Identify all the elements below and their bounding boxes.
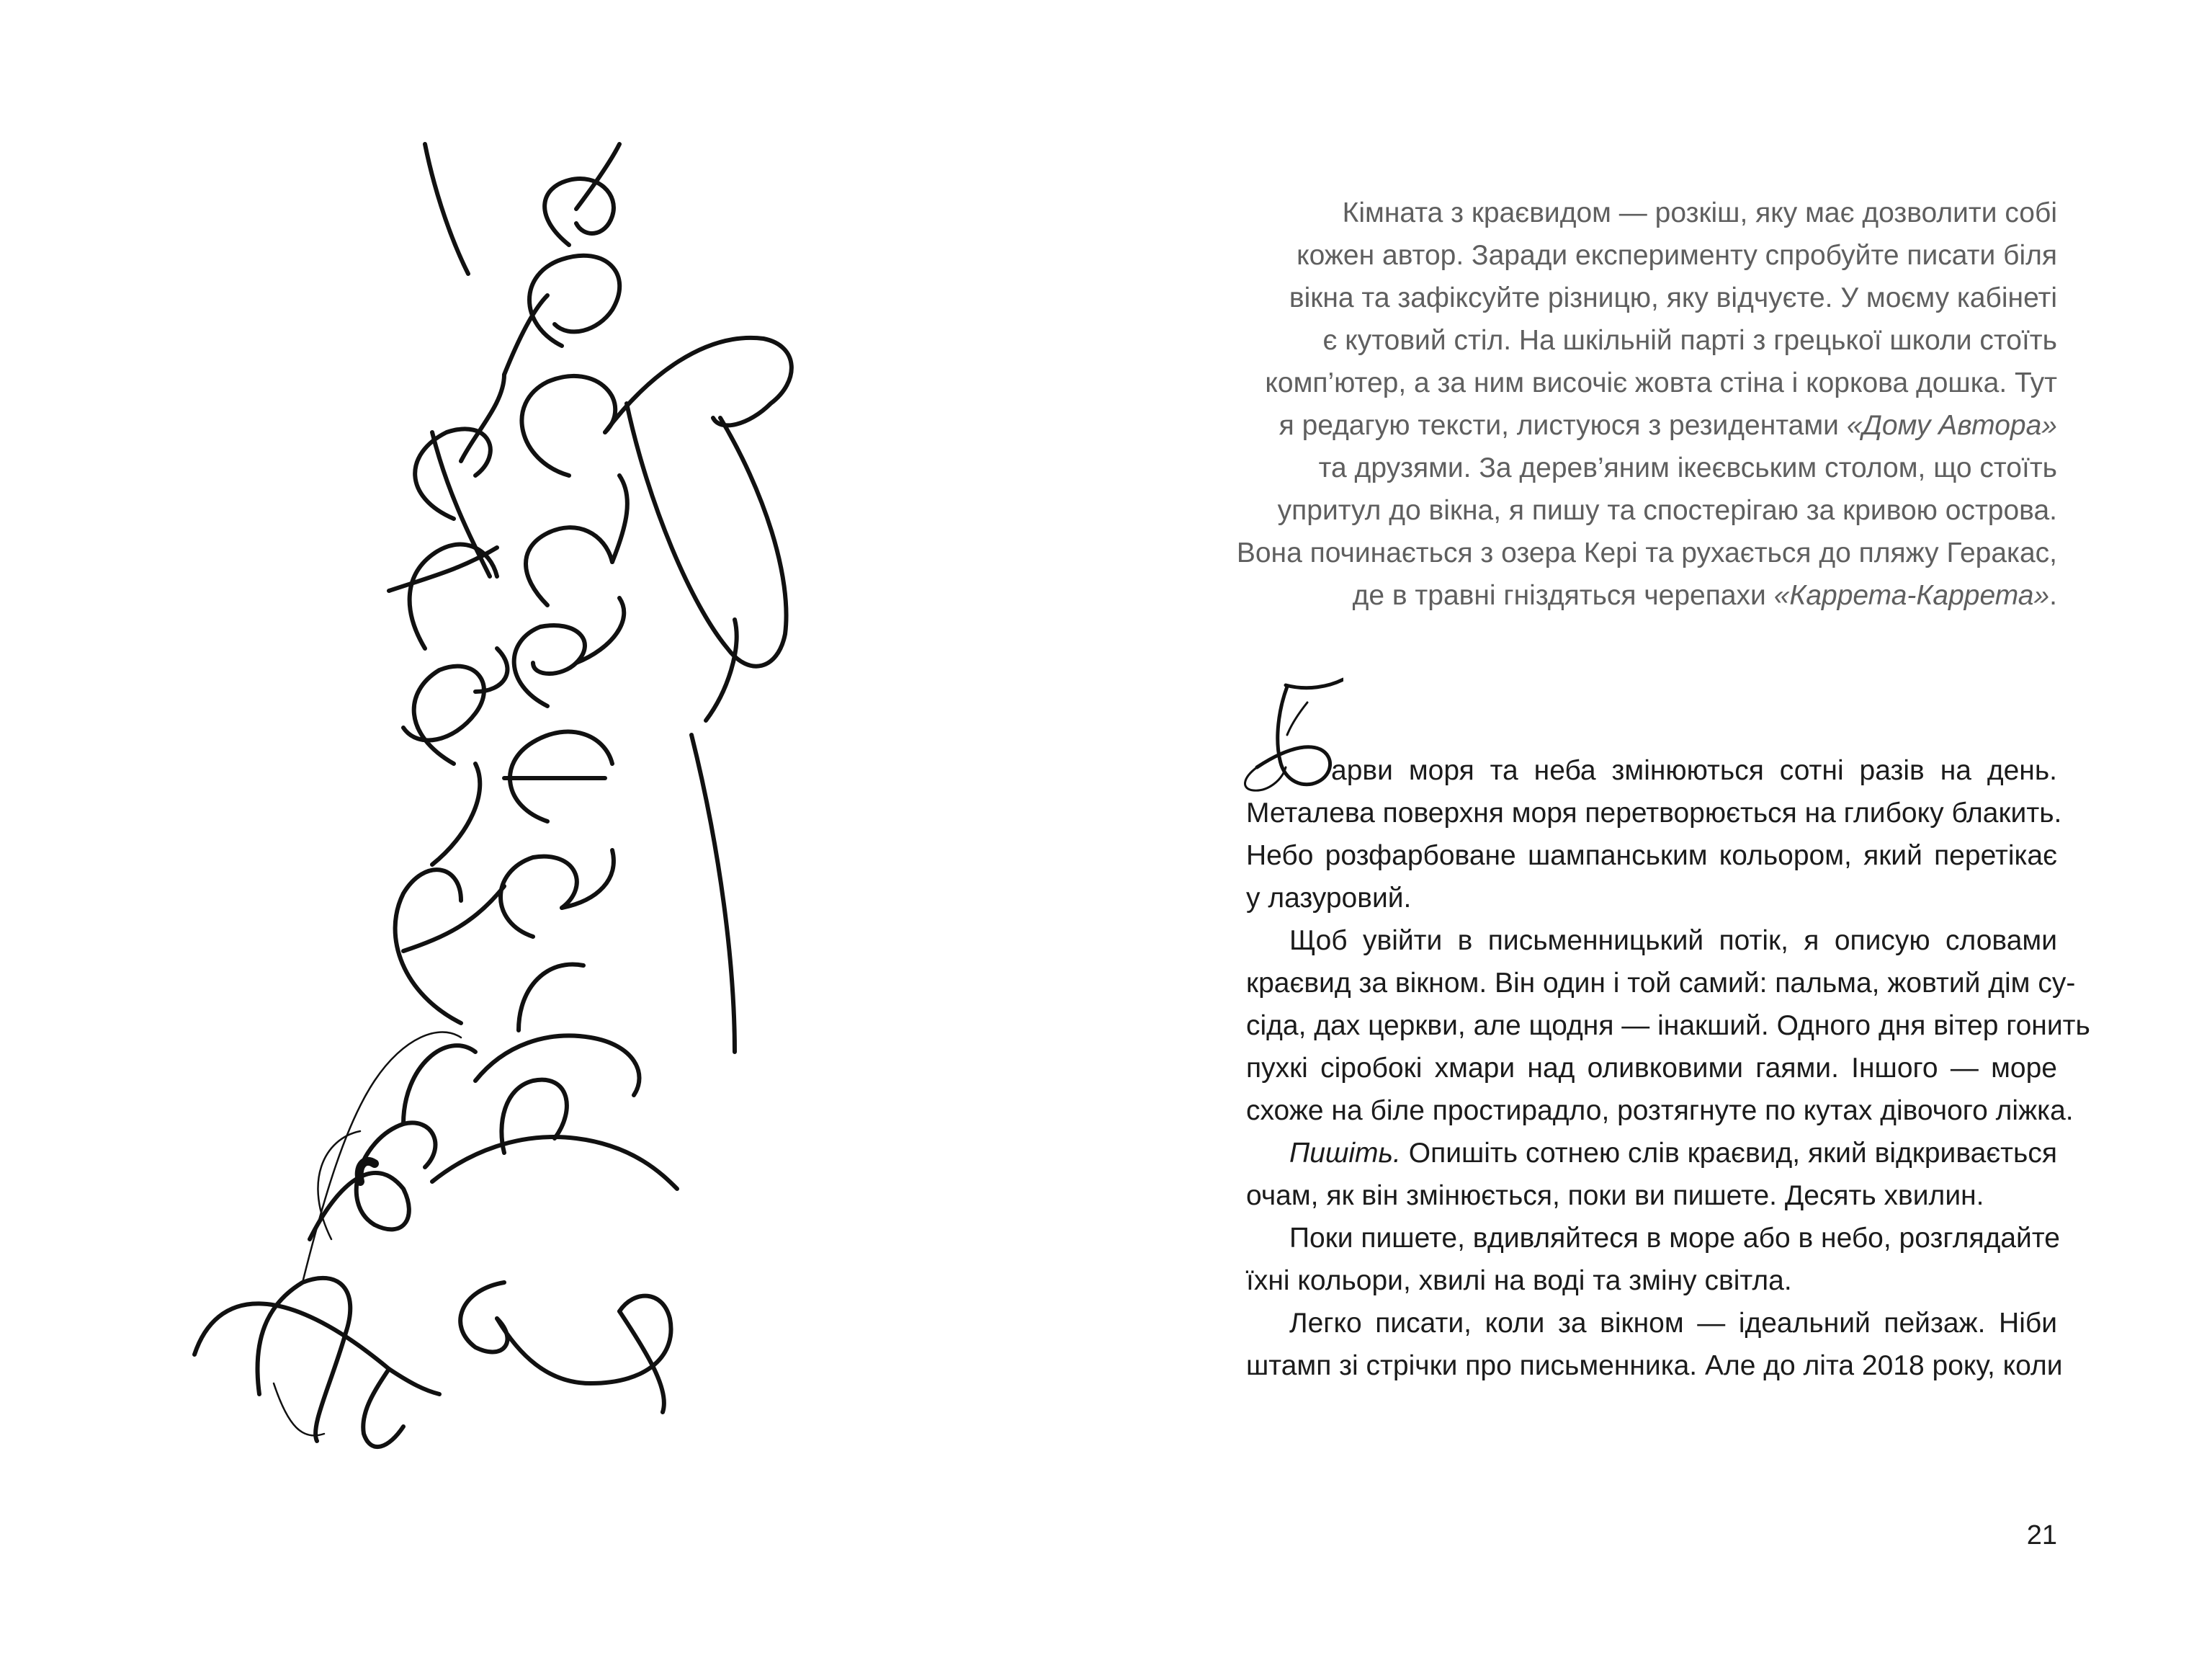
body-line: штамп зі стрічки про письменника. Але до літа 2018 року, коли — [1246, 1350, 2063, 1381]
title-word-kimnata — [194, 295, 547, 1447]
epigraph-line: комп’ютер, а за ним височіє жовта стіна і коркова дошка. Тут — [1265, 367, 2057, 398]
body-line: Щоб увійти в письменницький потік, я описую словами — [1289, 925, 2057, 956]
epigraph-line: Кімната з краєвидом — розкіш, яку має дозволити собі — [1342, 197, 2057, 228]
epigraph-line: кожен автор. Заради експерименту спробуйте писати біля — [1297, 240, 2057, 271]
body-line: Легко писати, коли за вікном — ідеальний пейзаж. Ніби — [1289, 1308, 2057, 1339]
page-number: 21 — [2026, 1520, 2057, 1550]
body-line: пухкі сіробокі хмари над оливковими гаями. Іншого — море — [1246, 1053, 2057, 1084]
body-line — [1246, 1132, 2057, 1174]
body-line: Небо розфарбоване шампанським кольором, який перетікає — [1246, 840, 2057, 871]
body-line: схоже на біле простирадло, розтягнуте по кутах дівочого ліжка. — [1246, 1095, 2074, 1126]
title-thin-strokes — [274, 1032, 461, 1436]
epigraph-line — [1235, 404, 2057, 447]
body-line: сіда, дах церкви, але щодня — інакший. Одного дня вітер гонить — [1246, 1010, 2090, 1041]
body-italic: Пишіть. — [1289, 1138, 1401, 1169]
body-line: їхні кольори, хвилі на воді та зміну світла. — [1246, 1265, 1792, 1296]
title-flourish — [627, 403, 787, 1052]
epigraph-italic: «Дому Автора» — [1846, 410, 2057, 441]
epigraph-text: я редагую тексти, листуюся з резидентами — [1279, 410, 1847, 441]
body-line: у лазуровий. — [1246, 883, 1412, 914]
epigraph-line: вікна та зафіксуйте різницю, яку відчуєте. У моєму кабінеті — [1289, 282, 2057, 313]
body-text — [1246, 749, 2090, 1387]
body-line: арви моря та неба змінюються сотні разів на день. — [1331, 755, 2057, 786]
body-line: Металева поверхня моря перетворюється на глибоку блакить. — [1246, 798, 2062, 829]
epigraph-text: . — [2049, 580, 2057, 611]
epigraph-line: є кутовий стіл. На шкільній парті з грецької школи стоїть — [1322, 325, 2057, 356]
epigraph-line — [1235, 574, 2057, 617]
epigraph — [1235, 192, 2057, 617]
epigraph-line: та друзями. За дерев’яним ікеєвським столом, що стоїть — [1318, 452, 2057, 483]
body-line: Поки пишете, вдивляйтеся в море або в небо, розглядайте — [1289, 1223, 2060, 1254]
epigraph-italic: «Каррета-Каррета» — [1773, 580, 2050, 611]
epigraph-text: де в травні гніздяться черепахи — [1352, 580, 1774, 611]
body-line: очам, як він змінюється, поки ви пишете. Десять хвилин. — [1246, 1180, 1984, 1211]
epigraph-line: упритул до вікна, я пишу та спостерігаю за кривою острова. — [1277, 495, 2057, 526]
body-line: краєвид за вікном. Він один і той самий: пальма, жовтий дім су- — [1246, 968, 2076, 999]
right-page — [1106, 0, 2212, 1660]
body-text-run: Опишіть сотнею слів краєвид, який відкривається — [1400, 1138, 2057, 1169]
epigraph-line: Вона починається з озера Кері та рухається до пляжу Геракас, — [1236, 537, 2057, 568]
